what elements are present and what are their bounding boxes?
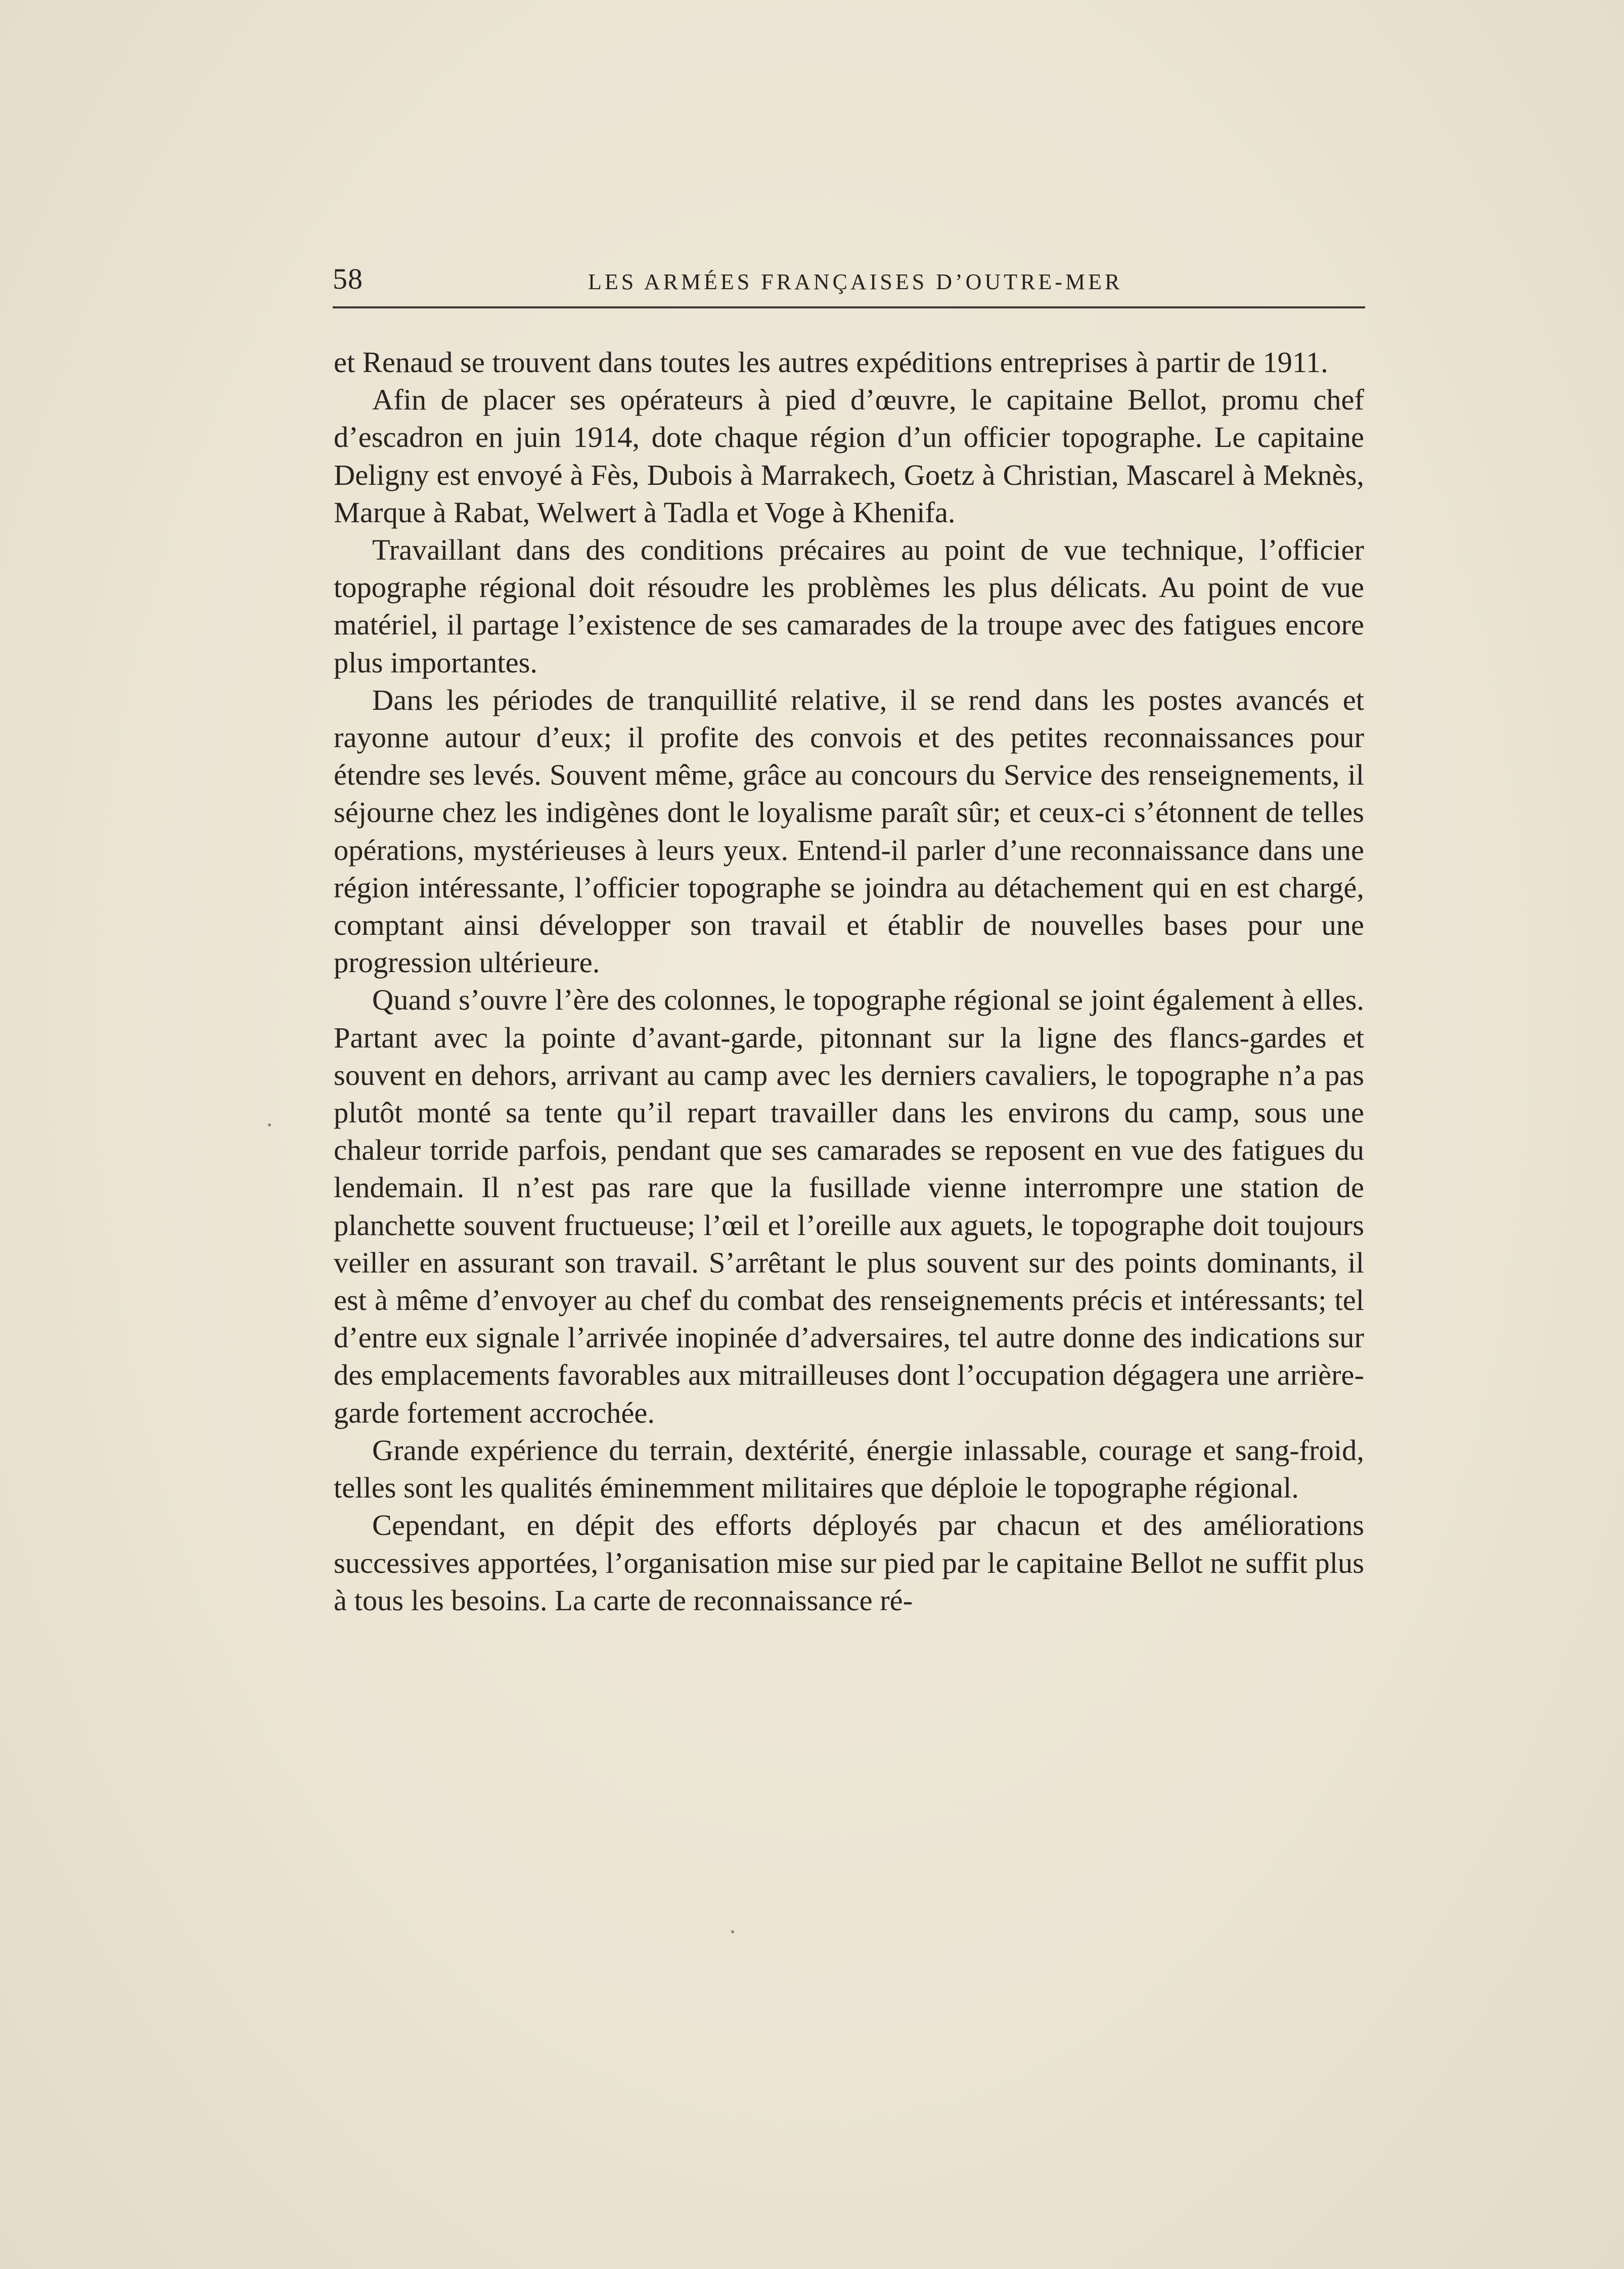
paragraph-4: Dans les périodes de tranquillité relative, il se rend dans les postes avancés et rayonne autour d’eux; il profite des convois et des petites reconnaissances pour étendre ses levés. Souvent même, grâce au concours du Service des renseignements, il séjourne chez les indigènes dont le loyalisme paraît sûr; et ceux-ci s’étonnent de telles opérations, mystérieuses à leurs yeux. Entend-il parler d’une reconnaissance dans une région intéressante, l’officier topographe se joindra au détachement qui en est chargé, comptant ainsi développer son travail et établir de nouvelles bases pour une progression ultérieure. [334, 683, 1364, 979]
running-head [333, 253, 1365, 308]
running-title: LES ARMÉES FRANÇAISES D’OUTRE-MER [588, 269, 1123, 294]
header-rule [333, 306, 1365, 308]
paragraph-7: Cependant, en dépit des efforts déployés par chacun et des améliorations successives apportées, l’organisation mise sur pied par le capitaine Bellot ne suffit plus à tous les besoins. La carte de reconnaissance ré- [334, 1509, 1364, 1617]
paper-speck [268, 1123, 271, 1126]
paper-speck [731, 1930, 734, 1933]
paragraph-2: Afin de placer ses opérateurs à pied d’œuvre, le capitaine Bellot, promu chef d’escadron en juin 1914, dote chaque région d’un officier topographe. Le capitaine Deligny est envoyé à Fès, Dubois à Marrakech, Goetz à Christian, Mascarel à Meknès, Marque à Rabat, Welwert à Tadla et Voge à Khenifa. [334, 383, 1364, 529]
body-text [334, 344, 1364, 1619]
paragraph-1: et Renaud se trouvent dans toutes les autres expéditions entreprises à partir de 1911. [334, 346, 1328, 379]
paragraph-3: Travaillant dans des conditions précaires au point de vue technique, l’officier topographe régional doit résoudre les problèmes les plus délicats. Au point de vue matériel, il partage l’existence de ses camarades de la troupe avec des fatigues encore plus importantes. [334, 533, 1364, 679]
paragraph-5: Quand s’ouvre l’ère des colonnes, le topographe régional se joint également à elles. Partant avec la pointe d’avant-garde, pitonnant sur la ligne des flancs-gardes et souvent en dehors, arrivant au camp avec les derniers cavaliers, le topographe n’a pas plutôt monté sa tente qu’il repart travailler dans les environs du camp, sous une chaleur torride parfois, pendant que ses camarades se reposent en vue des fatigues du lendemain. Il n’est pas rare que la fusillade vienne interrompre une station de planchette souvent fructueuse; l’œil et l’oreille aux aguets, le topographe doit toujours veiller en assurant son travail. S’arrêtant le plus souvent sur des points dominants, il est à même d’envoyer au chef du combat des renseignements précis et intéressants; tel d’entre eux signale l’arrivée inopinée d’adversaires, tel autre donne des indications sur des emplacements favorables aux mitrailleuses dont l’occupation dégagera une arrière-garde fortement accrochée. [334, 983, 1364, 1429]
paragraph-6: Grande expérience du terrain, dextérité, énergie inlassable, courage et sang-froid, telles sont les qualités éminemment militaires que déploie le topographe régional. [334, 1433, 1364, 1505]
page-number: 58 [333, 262, 363, 295]
